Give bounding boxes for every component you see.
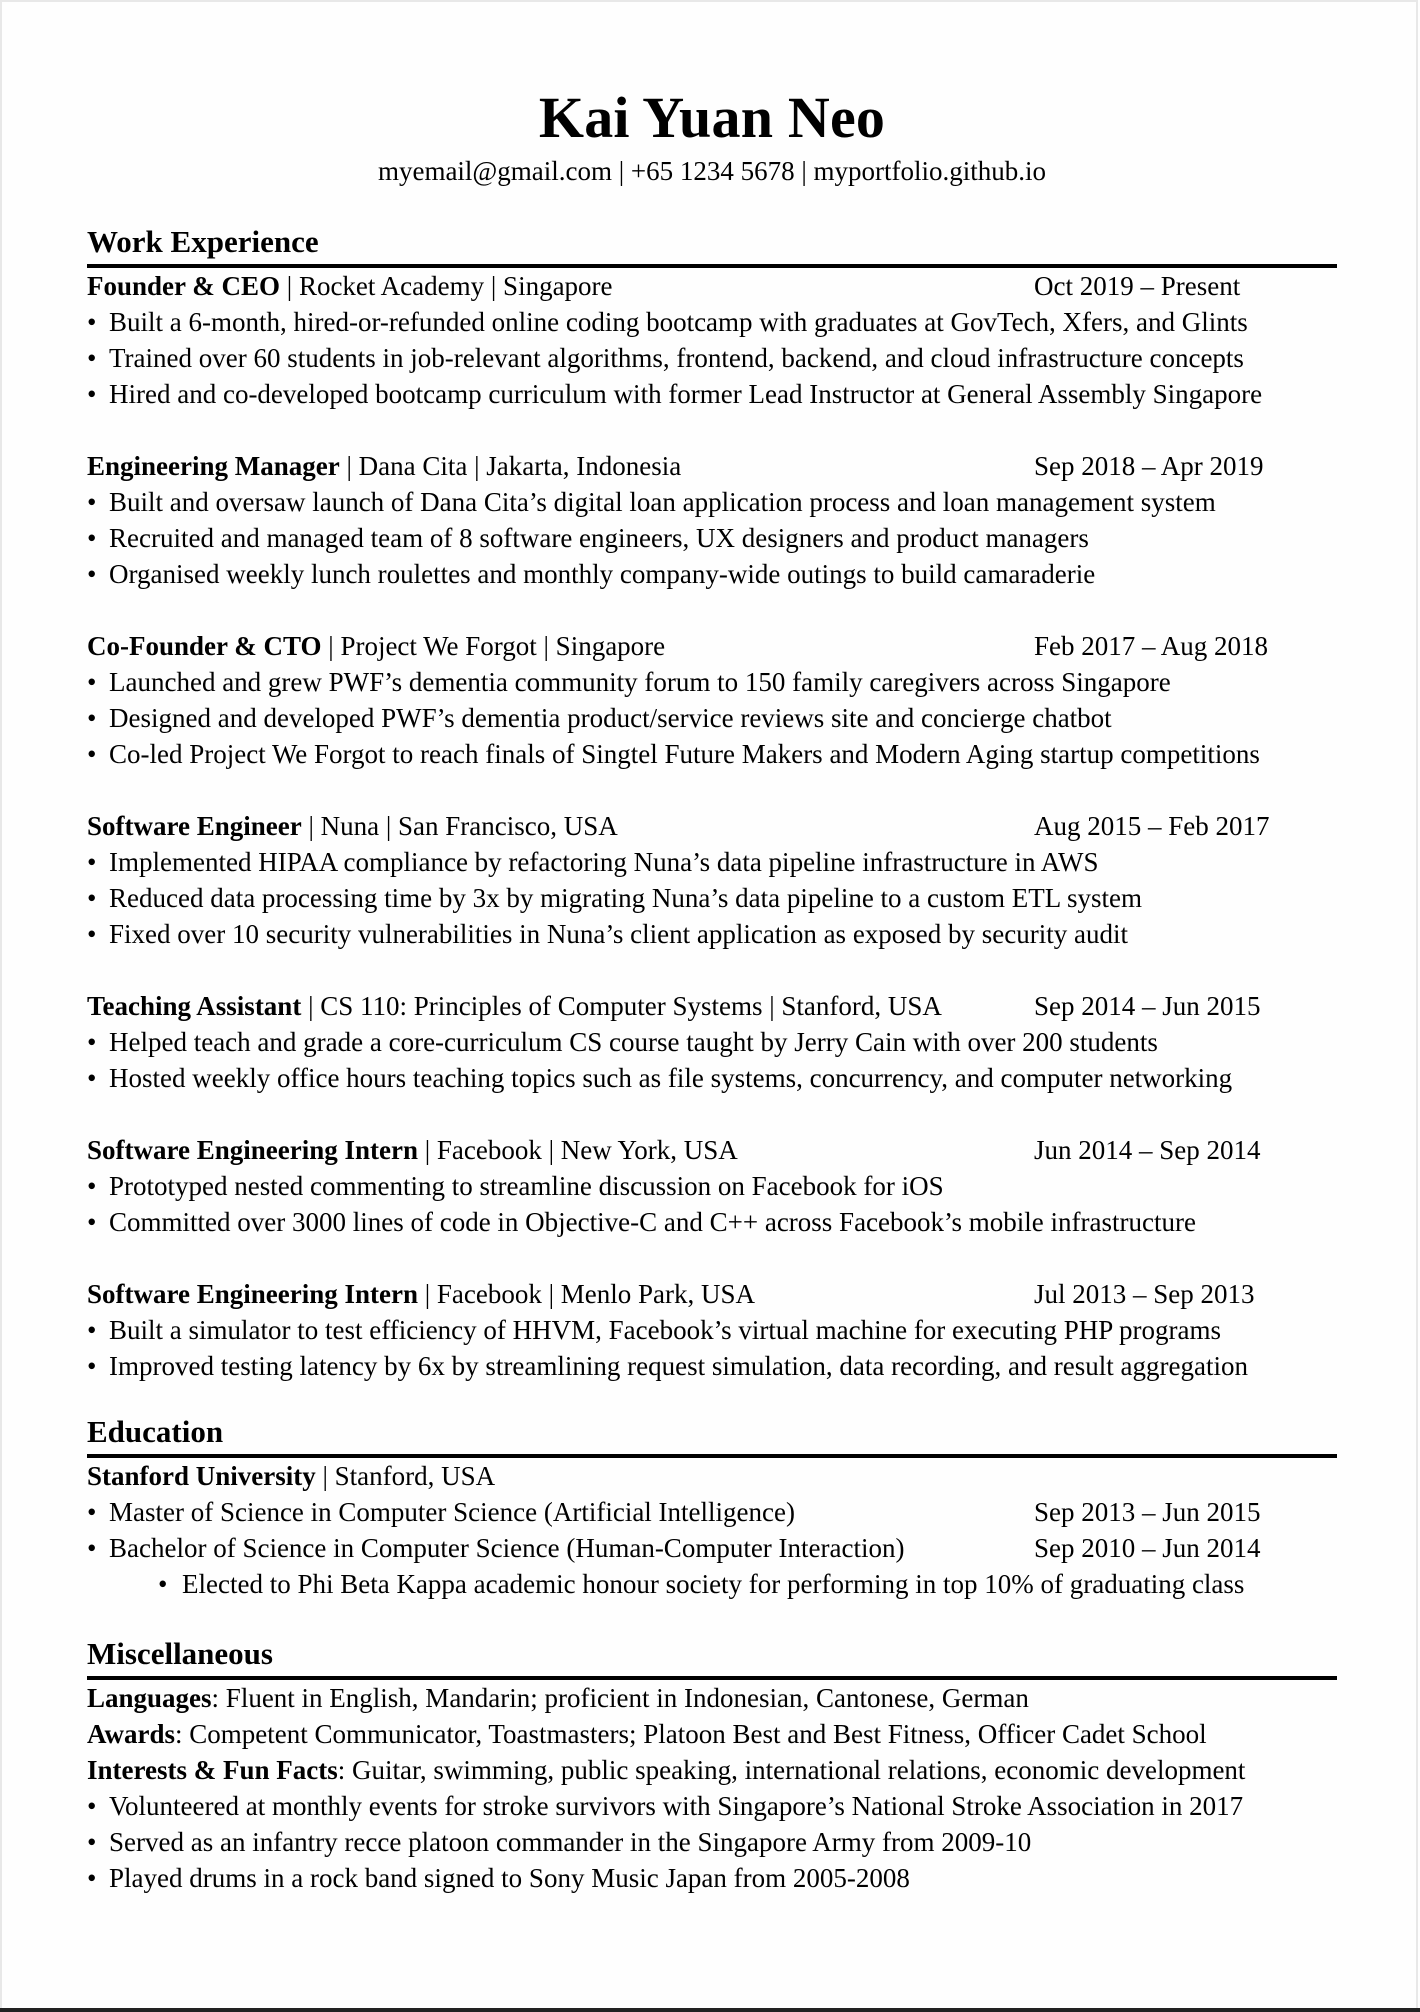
degree-item xyxy=(87,1530,1337,1566)
job-org: CS 110: Principles of Computer Systems xyxy=(320,991,763,1021)
list-item xyxy=(87,1788,1337,1824)
job-dates: Sep 2018 – Apr 2019 xyxy=(1034,451,1264,481)
job-dates: Sep 2014 – Jun 2015 xyxy=(1034,991,1261,1021)
bullet-text: Served as an infantry recce platoon commander in the Singapore Army from 2009-10 xyxy=(109,1827,1032,1857)
bullet-icon: • xyxy=(87,667,97,697)
section-title-education: Education xyxy=(87,1414,224,1449)
list-item xyxy=(87,556,1337,592)
job-dates: Aug 2015 – Feb 2017 xyxy=(1034,811,1270,841)
list-item xyxy=(87,520,1337,556)
bullet-text: Hired and co-developed bootcamp curriculum with former Lead Instructor at General Assembly Singapore xyxy=(109,379,1263,409)
job-dates: Feb 2017 – Aug 2018 xyxy=(1034,631,1269,661)
work-entry xyxy=(87,1132,1337,1240)
bullet-text: Launched and grew PWF’s dementia community forum to 150 family caregivers across Singapore xyxy=(109,667,1171,697)
bullet-text: Hosted weekly office hours teaching topics such as file systems, concurrency, and computer networking xyxy=(109,1063,1233,1093)
bullet-icon: • xyxy=(87,1863,97,1893)
bullet-icon: • xyxy=(87,1027,97,1057)
list-item xyxy=(87,376,1337,412)
bullet-icon: • xyxy=(87,703,97,733)
separator: | xyxy=(418,1135,437,1165)
list-item xyxy=(87,916,1337,952)
bullet-icon: • xyxy=(87,1497,97,1527)
job-dates: Jul 2013 – Sep 2013 xyxy=(1034,1279,1255,1309)
list-item xyxy=(87,736,1337,772)
bullet-text: Committed over 3000 lines of code in Objective-C and C++ across Facebook’s mobile infrastructure xyxy=(109,1207,1196,1237)
bullet-icon: • xyxy=(87,1315,97,1345)
separator: | xyxy=(541,1279,561,1309)
work-entry xyxy=(87,988,1337,1096)
bullet-icon: • xyxy=(87,307,97,337)
bullet-text: Built a 6-month, hired-or-refunded online coding bootcamp with graduates at GovTech, Xfers, and Glints xyxy=(109,307,1248,337)
work-experience-section xyxy=(87,223,1337,1384)
misc-text: : Competent Communicator, Toastmasters; Platoon Best and Best Fitness, Officer Cadet School xyxy=(175,1719,1207,1749)
separator: | xyxy=(315,1461,335,1491)
work-entry xyxy=(87,628,1337,772)
job-role: Software Engineering Intern xyxy=(87,1135,418,1165)
misc-item-languages xyxy=(87,1680,1337,1716)
entry-header xyxy=(87,808,1337,844)
job-dates: Jun 2014 – Sep 2014 xyxy=(1034,1135,1261,1165)
list-item xyxy=(87,700,1337,736)
job-role: Founder & CEO xyxy=(87,271,281,301)
separator: | xyxy=(541,1135,561,1165)
separator: | xyxy=(536,631,556,661)
contact-info: myemail@gmail.com | +65 1234 5678 | myportfolio.github.io xyxy=(377,156,1047,186)
school-location: Stanford, USA xyxy=(334,1461,496,1491)
list-item xyxy=(87,340,1337,376)
bullet-text: Co-led Project We Forgot to reach finals of Singtel Future Makers and Modern Aging startup competitions xyxy=(109,739,1260,769)
degree-dates: Sep 2010 – Jun 2014 xyxy=(1034,1533,1261,1563)
window-bottom-edge xyxy=(0,2008,1420,2012)
bullet-text: Fixed over 10 security vulnerabilities in Nuna’s client application as exposed by security audit xyxy=(109,919,1128,949)
bullet-icon: • xyxy=(87,1533,97,1563)
bullet-icon: • xyxy=(87,1827,97,1857)
job-location: San Francisco, USA xyxy=(398,811,618,841)
bullet-text: Recruited and managed team of 8 software engineers, UX designers and product managers xyxy=(109,523,1089,553)
job-role: Co-Founder & CTO xyxy=(87,631,322,661)
list-item xyxy=(87,880,1337,916)
education-header xyxy=(87,1458,1337,1494)
list-item xyxy=(87,1860,1337,1896)
list-item xyxy=(87,1204,1337,1240)
separator: | xyxy=(301,991,321,1021)
work-entry xyxy=(87,268,1337,412)
job-location: Menlo Park, USA xyxy=(560,1279,756,1309)
separator: | xyxy=(379,811,399,841)
separator: | xyxy=(418,1279,437,1309)
bullet-text: Prototyped nested commenting to streamline discussion on Facebook for iOS xyxy=(109,1171,944,1201)
bullet-text: Volunteered at monthly events for stroke survivors with Singapore’s National Stroke Association in 2017 xyxy=(109,1791,1244,1821)
bullet-icon: • xyxy=(87,739,97,769)
job-location: Jakarta, Indonesia xyxy=(486,451,682,481)
education-section xyxy=(87,1413,1337,1602)
bullet-icon: • xyxy=(87,847,97,877)
job-org: Rocket Academy xyxy=(298,271,485,301)
list-item xyxy=(87,1824,1337,1860)
job-location: Singapore xyxy=(555,631,666,661)
bullet-text: Implemented HIPAA compliance by refactoring Nuna’s data pipeline infrastructure in AWS xyxy=(109,847,1099,877)
degree-text: Master of Science in Computer Science (Artificial Intelligence) xyxy=(109,1497,795,1527)
job-location: Stanford, USA xyxy=(781,991,942,1021)
separator: | xyxy=(321,631,341,661)
work-entry xyxy=(87,448,1337,592)
bullet-icon: • xyxy=(87,523,97,553)
job-dates: Oct 2019 – Present xyxy=(1034,271,1241,301)
bullet-icon: • xyxy=(87,1207,97,1237)
list-item xyxy=(87,304,1337,340)
list-item xyxy=(87,1348,1337,1384)
bullet-text: Trained over 60 students in job-relevant algorithms, frontend, backend, and cloud infrastructure concepts xyxy=(109,343,1244,373)
bullet-text: Built and oversaw launch of Dana Cita’s digital loan application process and loan management system xyxy=(109,487,1216,517)
bullet-icon: • xyxy=(87,883,97,913)
job-location: New York, USA xyxy=(560,1135,738,1165)
list-item xyxy=(87,1024,1337,1060)
separator: | xyxy=(467,451,487,481)
bullet-text: Organised weekly lunch roulettes and monthly company-wide outings to build camaraderie xyxy=(109,559,1096,589)
bullet-text: Helped teach and grade a core-curriculum CS course taught by Jerry Cain with over 200 students xyxy=(109,1027,1158,1057)
candidate-name: Kai Yuan Neo xyxy=(538,85,886,150)
work-entry xyxy=(87,1276,1337,1384)
job-role: Engineering Manager xyxy=(87,451,340,481)
bullet-icon: • xyxy=(87,1351,97,1381)
school-name: Stanford University xyxy=(87,1461,316,1491)
job-org: Project We Forgot xyxy=(340,631,537,661)
list-item xyxy=(87,484,1337,520)
bullet-icon: • xyxy=(87,919,97,949)
job-location: Singapore xyxy=(503,271,613,301)
bullet-icon: • xyxy=(87,343,97,373)
job-role: Software Engineering Intern xyxy=(87,1279,418,1309)
entry-header xyxy=(87,1132,1337,1168)
list-item xyxy=(87,1312,1337,1348)
bullet-text: Improved testing latency by 6x by streamlining request simulation, data recording, and result aggregation xyxy=(109,1351,1248,1381)
separator: | xyxy=(339,451,359,481)
separator: | xyxy=(762,991,782,1021)
misc-text: : Fluent in English, Mandarin; proficient in Indonesian, Cantonese, German xyxy=(211,1683,1029,1713)
list-item xyxy=(87,1060,1337,1096)
degree-item xyxy=(87,1494,1337,1530)
work-entry xyxy=(87,808,1337,952)
job-role: Software Engineer xyxy=(87,811,302,841)
bullet-text: Designed and developed PWF’s dementia product/service reviews site and concierge chatbot xyxy=(109,703,1112,733)
misc-label: Awards xyxy=(87,1719,176,1749)
entry-header xyxy=(87,448,1337,484)
section-title-work: Work Experience xyxy=(87,224,319,259)
job-org: Facebook xyxy=(436,1279,542,1309)
job-role: Teaching Assistant xyxy=(87,991,302,1021)
job-org: Nuna xyxy=(320,811,380,841)
bullet-text: Reduced data processing time by 3x by migrating Nuna’s data pipeline to a custom ETL system xyxy=(109,883,1143,913)
nested-list-item xyxy=(87,1566,1337,1602)
misc-label: Languages xyxy=(87,1683,212,1713)
bullet-icon: • xyxy=(87,379,97,409)
bullet-icon: • xyxy=(87,1063,97,1093)
entry-header xyxy=(87,268,1337,304)
degree-text: Bachelor of Science in Computer Science (Human-Computer Interaction) xyxy=(109,1533,905,1563)
list-item xyxy=(87,664,1337,700)
miscellaneous-section xyxy=(87,1635,1337,1896)
bullet-icon: • xyxy=(158,1569,168,1599)
misc-label: Interests & Fun Facts xyxy=(87,1755,338,1785)
entry-header xyxy=(87,628,1337,664)
entry-header xyxy=(87,988,1337,1024)
misc-item-interests xyxy=(87,1752,1337,1788)
separator: | xyxy=(484,271,504,301)
entry-header xyxy=(87,1276,1337,1312)
list-item xyxy=(87,1168,1337,1204)
bullet-icon: • xyxy=(87,487,97,517)
degree-dates: Sep 2013 – Jun 2015 xyxy=(1034,1497,1261,1527)
job-org: Dana Cita xyxy=(358,451,468,481)
section-title-misc: Miscellaneous xyxy=(87,1636,273,1671)
honour-text: Elected to Phi Beta Kappa academic honour society for performing in top 10% of graduating class xyxy=(182,1569,1245,1599)
bullet-icon: • xyxy=(87,1171,97,1201)
separator: | xyxy=(301,811,321,841)
list-item xyxy=(87,844,1337,880)
bullet-icon: • xyxy=(87,1791,97,1821)
separator: | xyxy=(280,271,299,301)
job-org: Facebook xyxy=(436,1135,542,1165)
bullet-icon: • xyxy=(87,559,97,589)
bullet-text: Built a simulator to test efficiency of HHVM, Facebook’s virtual machine for executing PHP programs xyxy=(109,1315,1222,1345)
misc-text: : Guitar, swimming, public speaking, international relations, economic development xyxy=(337,1755,1246,1785)
misc-item-awards xyxy=(87,1716,1337,1752)
bullet-text: Played drums in a rock band signed to Sony Music Japan from 2005-2008 xyxy=(109,1863,910,1893)
